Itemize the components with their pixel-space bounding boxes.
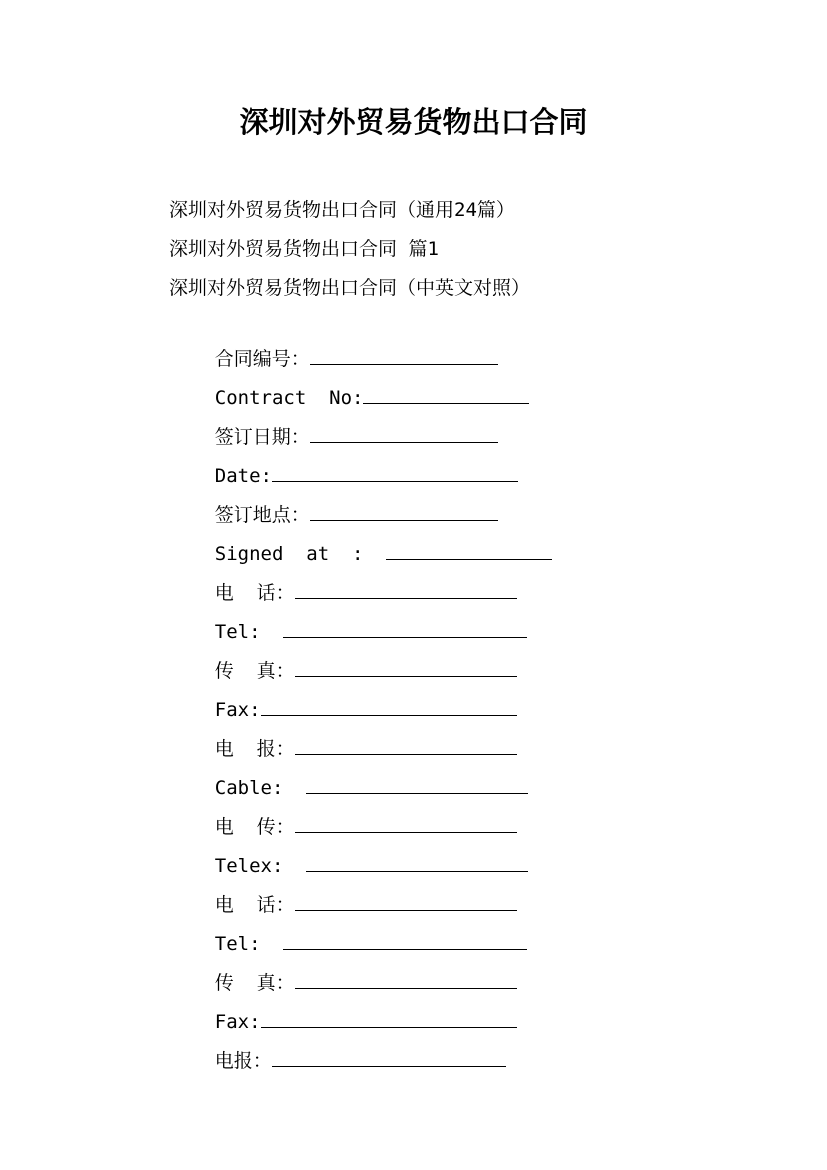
field-label: 传 真： [214, 660, 295, 682]
field-label: Telex: [214, 855, 307, 877]
field-telephone-en [169, 585, 527, 643]
field-label: Contract No: [214, 387, 364, 409]
field-label: 电 传： [214, 816, 295, 838]
field-telex-en [169, 819, 528, 877]
field-contract-number-en [169, 351, 529, 409]
field-signing-place-en [169, 507, 552, 565]
field-label: Fax: [214, 699, 261, 721]
field-telephone-cn-2 [169, 858, 517, 916]
field-fax-en-2 [169, 975, 517, 1033]
document-title: 深圳对外贸易货物出口合同 [239, 105, 588, 139]
field-fax-cn-2 [169, 936, 517, 994]
field-label: Tel: [214, 621, 284, 643]
intro-line: 深圳对外贸易货物出口合同（通用24篇） [169, 199, 515, 221]
field-label: 电 报： [214, 738, 295, 760]
field-cable-cn [169, 702, 517, 760]
field-label: Date: [214, 465, 272, 487]
intro-line: 深圳对外贸易货物出口合同（中英文对照） [169, 277, 531, 299]
field-label: 合同编号： [214, 348, 310, 370]
field-fax-en [169, 663, 517, 721]
field-cable-en [169, 741, 528, 799]
field-label: Signed at : [214, 543, 387, 565]
field-label: 签订地点： [214, 504, 310, 526]
field-telephone-en-2 [169, 897, 527, 955]
field-label: 签订日期： [214, 426, 310, 448]
field-label: Fax: [214, 1011, 261, 1033]
field-telephone-cn [169, 546, 517, 604]
field-signing-date-cn [169, 390, 498, 448]
field-label: 传 真： [214, 972, 295, 994]
field-contract-number-cn [169, 312, 498, 370]
field-label: 电 话： [214, 582, 295, 604]
blank-underline [272, 1044, 506, 1067]
field-label: 电报： [214, 1050, 272, 1072]
field-telex-cn [169, 780, 517, 838]
field-label: Cable: [214, 777, 307, 799]
intro-line: 深圳对外贸易货物出口合同 篇1 [169, 238, 439, 260]
field-signing-place-cn [169, 468, 498, 526]
field-label: Tel: [214, 933, 284, 955]
field-cable-cn-2 [169, 1014, 506, 1072]
field-signing-date-en [169, 429, 518, 487]
field-label: 电 话： [214, 894, 295, 916]
field-fax-cn [169, 624, 517, 682]
